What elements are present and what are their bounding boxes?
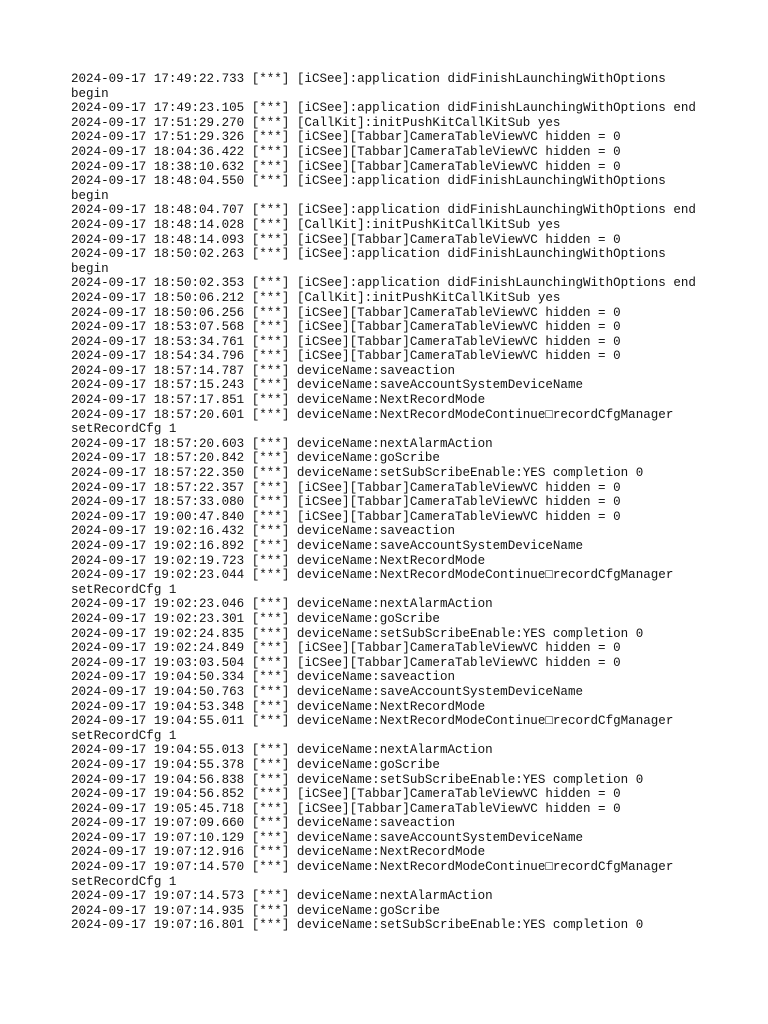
log-line: 2024-09-17 18:50:02.353 [***] [iCSee]:application didFinishLaunchingWithOptions end (71, 276, 696, 291)
log-line: 2024-09-17 18:57:33.080 [***] [iCSee][Tabbar]CameraTableViewVC hidden = 0 (71, 495, 621, 510)
log-line: 2024-09-17 19:07:10.129 [***] deviceName:saveAccountSystemDeviceName (71, 830, 583, 845)
log-line: 2024-09-17 19:07:14.570 [***] deviceName:NextRecordModeContinue□recordCfgManager (71, 860, 674, 875)
log-line: 2024-09-17 18:48:14.093 [***] [iCSee][Tabbar]CameraTableViewVC hidden = 0 (71, 232, 621, 247)
log-line: setRecordCfg 1 (71, 874, 177, 889)
log-line: 2024-09-17 18:48:04.550 [***] [iCSee]:application didFinishLaunchingWithOptions (71, 174, 666, 189)
log-line: 2024-09-17 17:49:22.733 [***] [iCSee]:application didFinishLaunchingWithOptions (71, 72, 666, 86)
log-line: 2024-09-17 17:51:29.326 [***] [iCSee][Tabbar]CameraTableViewVC hidden = 0 (71, 130, 621, 145)
log-line: 2024-09-17 18:53:07.568 [***] [iCSee][Tabbar]CameraTableViewVC hidden = 0 (71, 320, 621, 335)
log-line: 2024-09-17 19:07:12.916 [***] deviceName:NextRecordMode (71, 845, 486, 860)
log-line: 2024-09-17 19:07:14.573 [***] deviceName:nextAlarmAction (71, 889, 493, 904)
log-line: 2024-09-17 18:57:20.601 [***] deviceName:NextRecordModeContinue□recordCfgManager (71, 407, 674, 422)
log-line: 2024-09-17 18:57:22.357 [***] [iCSee][Tabbar]CameraTableViewVC hidden = 0 (71, 480, 621, 495)
log-line: 2024-09-17 19:02:24.849 [***] [iCSee][Tabbar]CameraTableViewVC hidden = 0 (71, 641, 621, 656)
log-line: 2024-09-17 18:57:22.350 [***] deviceName:setSubScribeEnable:YES completion 0 (71, 466, 644, 481)
log-line: 2024-09-17 19:07:09.660 [***] deviceName:saveaction (71, 816, 455, 831)
log-line: 2024-09-17 19:03:03.504 [***] [iCSee][Tabbar]CameraTableViewVC hidden = 0 (71, 655, 621, 670)
log-line: begin (71, 86, 109, 101)
log-line: 2024-09-17 18:57:20.842 [***] deviceName:goScribe (71, 451, 440, 466)
log-line: 2024-09-17 18:04:36.422 [***] [iCSee][Tabbar]CameraTableViewVC hidden = 0 (71, 144, 621, 159)
log-line: 2024-09-17 19:04:55.013 [***] deviceName:nextAlarmAction (71, 743, 493, 758)
log-line: 2024-09-17 18:57:14.787 [***] deviceName:saveaction (71, 363, 455, 378)
log-line: begin (71, 261, 109, 276)
log-line: 2024-09-17 19:04:55.011 [***] deviceName:NextRecordModeContinue□recordCfgManager (71, 714, 674, 729)
log-line: 2024-09-17 18:53:34.761 [***] [iCSee][Tabbar]CameraTableViewVC hidden = 0 (71, 334, 621, 349)
log-line: 2024-09-17 19:07:14.935 [***] deviceName:goScribe (71, 903, 440, 918)
log-line: 2024-09-17 19:04:56.838 [***] deviceName:setSubScribeEnable:YES completion 0 (71, 772, 644, 787)
log-line: 2024-09-17 19:02:16.432 [***] deviceName:saveaction (71, 524, 455, 539)
log-line: 2024-09-17 19:04:50.334 [***] deviceName:saveaction (71, 670, 455, 685)
log-line: setRecordCfg 1 (71, 728, 177, 743)
log-line: 2024-09-17 19:00:47.840 [***] [iCSee][Tabbar]CameraTableViewVC hidden = 0 (71, 509, 621, 524)
log-line: 2024-09-17 19:04:50.763 [***] deviceName:saveAccountSystemDeviceName (71, 684, 583, 699)
log-line: 2024-09-17 18:50:02.263 [***] [iCSee]:application didFinishLaunchingWithOptions (71, 247, 666, 262)
log-line: 2024-09-17 18:54:34.796 [***] [iCSee][Tabbar]CameraTableViewVC hidden = 0 (71, 349, 621, 364)
log-line: 2024-09-17 19:02:16.892 [***] deviceName:saveAccountSystemDeviceName (71, 539, 583, 553)
log-line: 2024-09-17 18:38:10.632 [***] [iCSee][Tabbar]CameraTableViewVC hidden = 0 (71, 159, 621, 174)
log-line: begin (71, 188, 109, 203)
log-line: 2024-09-17 17:49:23.105 [***] [iCSee]:application didFinishLaunchingWithOptions end (71, 101, 696, 116)
log-line: 2024-09-17 18:57:15.243 [***] deviceName:saveAccountSystemDeviceName (71, 378, 583, 393)
log-line: 2024-09-17 19:02:23.044 [***] deviceName:NextRecordModeContinue□recordCfgManager (71, 568, 674, 583)
log-text-body (71, 72, 758, 933)
log-line: 2024-09-17 19:07:16.801 [***] deviceName:setSubScribeEnable:YES completion 0 (71, 918, 644, 933)
log-line: 2024-09-17 19:02:19.723 [***] deviceName:NextRecordMode (71, 553, 486, 568)
log-line: 2024-09-17 18:57:20.603 [***] deviceName:nextAlarmAction (71, 436, 493, 451)
log-line: setRecordCfg 1 (71, 582, 177, 597)
log-line: 2024-09-17 18:50:06.256 [***] [iCSee][Tabbar]CameraTableViewVC hidden = 0 (71, 305, 621, 320)
log-line: 2024-09-17 17:51:29.270 [***] [CallKit]:initPushKitCallKitSub yes (71, 115, 561, 130)
log-line: 2024-09-17 18:50:06.212 [***] [CallKit]:initPushKitCallKitSub yes (71, 290, 561, 305)
log-line: 2024-09-17 18:48:14.028 [***] [CallKit]:initPushKitCallKitSub yes (71, 217, 561, 232)
log-line: 2024-09-17 18:48:04.707 [***] [iCSee]:application didFinishLaunchingWithOptions end (71, 203, 696, 218)
log-line: 2024-09-17 19:02:24.835 [***] deviceName:setSubScribeEnable:YES completion 0 (71, 626, 644, 641)
log-line: 2024-09-17 18:57:17.851 [***] deviceName:NextRecordMode (71, 393, 486, 408)
log-line: 2024-09-17 19:02:23.046 [***] deviceName:nextAlarmAction (71, 597, 493, 612)
log-line: 2024-09-17 19:04:55.378 [***] deviceName:goScribe (71, 757, 440, 772)
log-line: 2024-09-17 19:04:56.852 [***] [iCSee][Tabbar]CameraTableViewVC hidden = 0 (71, 787, 621, 802)
log-line: 2024-09-17 19:02:23.301 [***] deviceName:goScribe (71, 611, 440, 626)
log-line: 2024-09-17 19:05:45.718 [***] [iCSee][Tabbar]CameraTableViewVC hidden = 0 (71, 801, 621, 816)
log-line: setRecordCfg 1 (71, 422, 177, 437)
log-line: 2024-09-17 19:04:53.348 [***] deviceName:NextRecordMode (71, 699, 486, 714)
